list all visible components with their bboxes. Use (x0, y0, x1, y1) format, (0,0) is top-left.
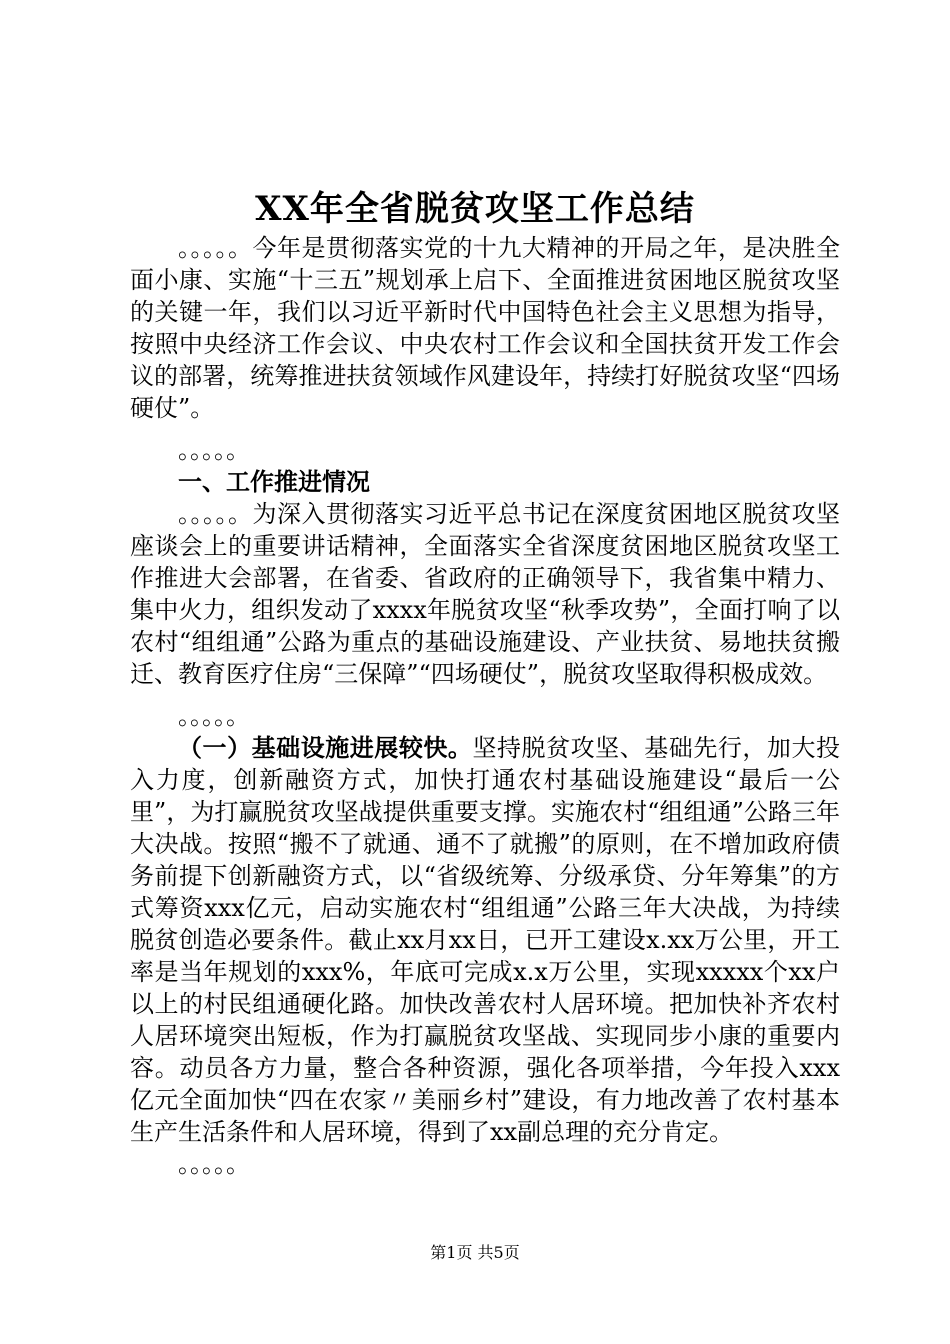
paragraph-infrastructure (130, 732, 840, 1148)
paragraph-infrastructure-text: 坚持脱贫攻坚、基础先行，加大投入力度，创新融资方式，加快打通农村基础设施建设“最后一公里”，为打赢脱贫攻坚战提供重要支撑。实施农村“组组通”公路三年大决战。按照“搬不了就通、通不了就搬”的原则，在不增加政府债务前提下创新融资方式，以“省级统筹、分级承贷、分年筹集”的方式筹资xxx亿元，启动实施农村“组组通”公路三年大决战，为持续脱贫创造必要条件。截止xx月xx日，已开工建设x.xx万公里，开工率是当年规划的xxx%，年底可完成x.x万公里，实现xxxxx个xx户以上的村民组通硬化路。加快改善农村人居环境。把加快补齐农村人居环境突出短板，作为打赢脱贫攻坚战、实现同步小康的重要内容。动员各方力量，整合各种资源，强化各项举措，今年投入xxx亿元全面加快“四在农家〃美丽乡村”建设，有力地改善了农村基本生产生活条件和人居环境，得到了xx副总理的充分肯定。 (130, 734, 841, 1146)
paragraph-intro: 。。。。。今年是贯彻落实党的十九大精神的开局之年，是决胜全面小康、实施“十三五”规划承上启下、全面推进贫困地区脱贫攻坚的关键一年，我们以习近平新时代中国特色社会主义思想为指导，按照中央经济工作会议、中央农村工作会议和全国扶贫开发工作会议的部署，统筹推进扶贫领域作风建设年，持续打好脱贫攻坚“四场硬仗”。 (130, 234, 840, 422)
dots-separator-2: 。。。。。 (178, 702, 250, 730)
spacer (130, 424, 840, 434)
paragraph-progress: 。。。。。为深入贯彻落实习近平总书记在深度贫困地区脱贫攻坚座谈会上的重要讲话精神，全面落实全省深度贫困地区脱贫攻坚工作推进大会部署，在省委、省政府的正确领导下，我省集中精力、集中火力，组织发动了xxxx年脱贫攻坚“秋季攻势”，全面打响了以农村“组组通”公路为重点的基础设施建设、产业扶贫、易地扶贫搬迁、教育医疗住房“三保障”“四场硬仗”，脱贫攻坚取得积极成效。 (130, 500, 840, 688)
document-body (130, 232, 840, 1180)
dots-separator-1: 。。。。。 (178, 436, 250, 464)
section-heading-1: 一、工作推进情况 (178, 467, 370, 496)
subsection-heading-1: （一）基础设施进展较快。 (178, 733, 473, 762)
spacer (130, 690, 840, 700)
document-title: XX年全省脱贫攻坚工作总结 (255, 189, 695, 229)
page-footer: 第1页 共5页 (430, 1243, 520, 1262)
dots-separator-3: 。。。。。 (178, 1150, 250, 1178)
